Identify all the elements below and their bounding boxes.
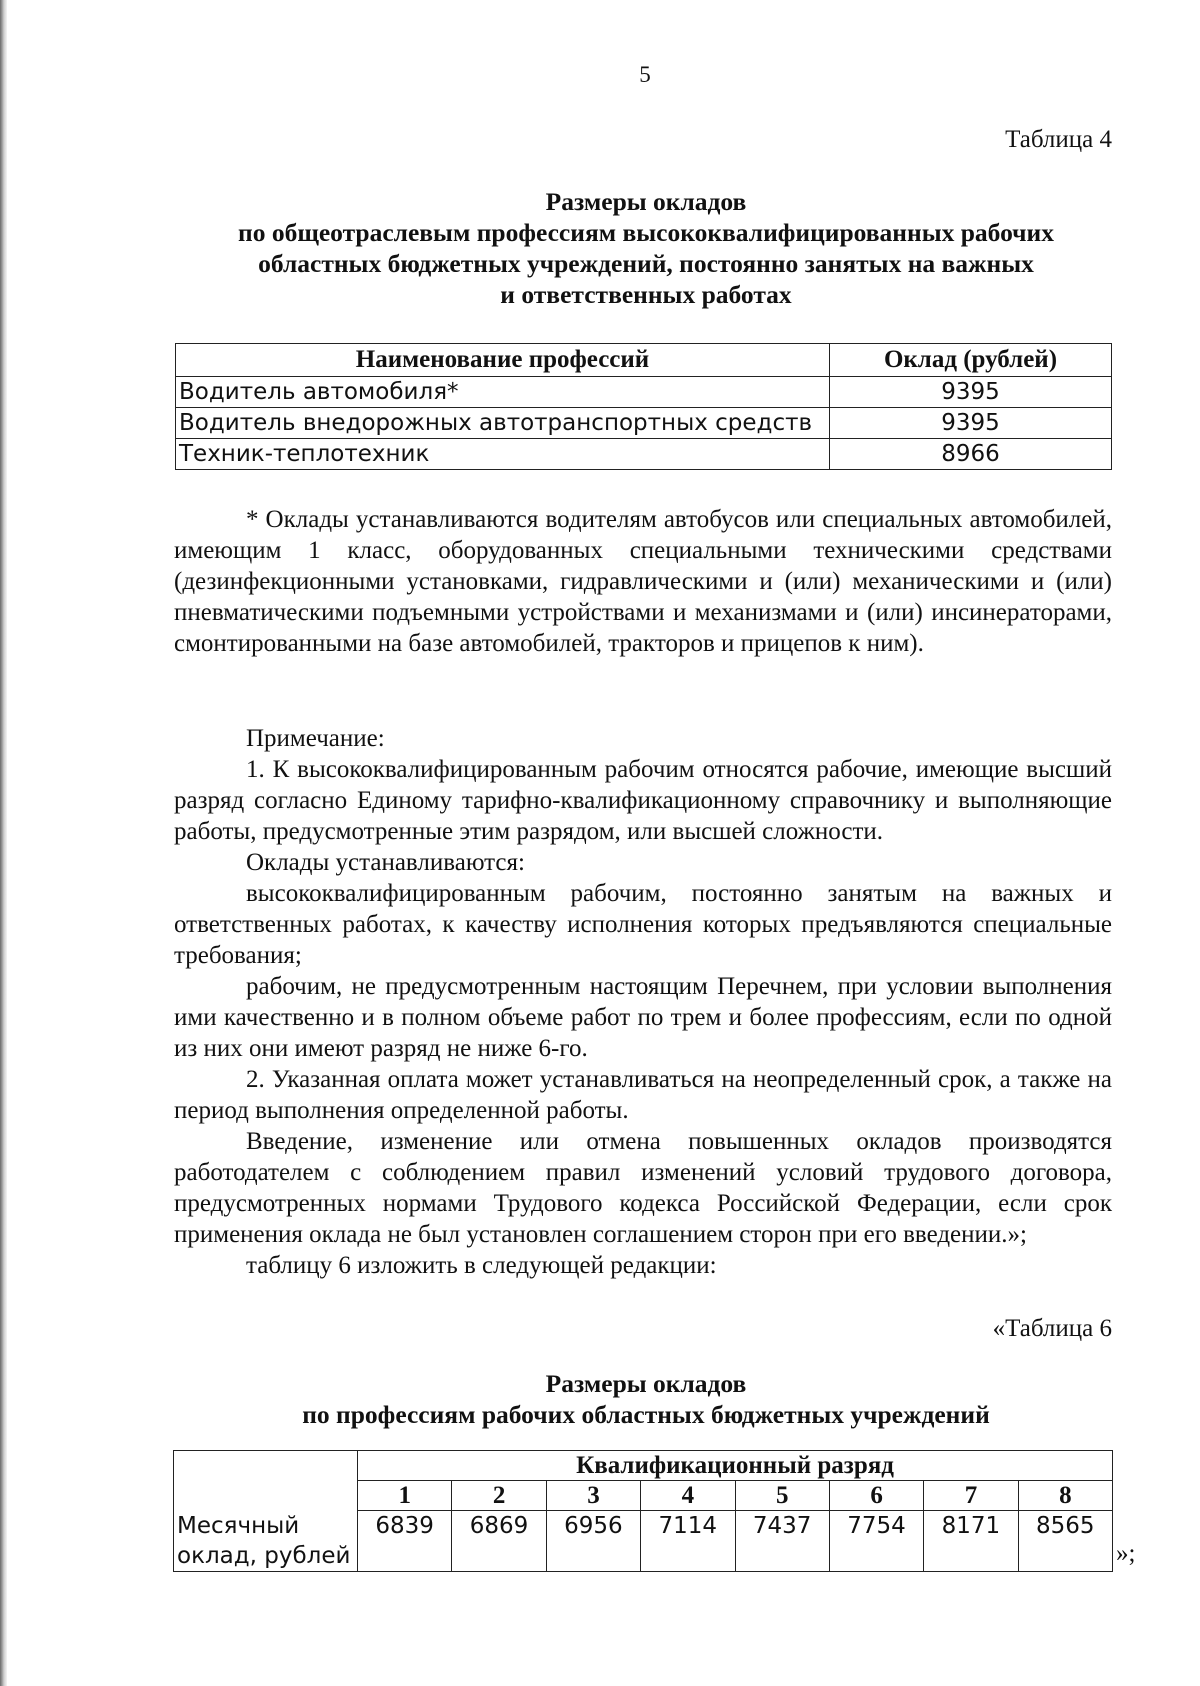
salary-value-cell: 7114 <box>641 1511 735 1572</box>
scan-edge <box>0 0 7 1686</box>
profession-name-cell: Техник-теплотехник <box>176 439 830 470</box>
salary-value-cell: 6956 <box>546 1511 640 1572</box>
page-number: 5 <box>639 62 651 87</box>
notes-heading: Примечание: <box>246 725 385 752</box>
notes-paragraph: высококвалифицированным рабочим, постоянно занятым на важных и ответственных работах, к качеству исполнения которых предъявляются специальные требования; <box>174 880 1112 969</box>
footnote-paragraph: * Оклады устанавливаются водителям автобусов или специальных автомобилей, имеющим 1 класс, оборудованных специальными техническими средствами (дезинфекционными установками, гидравлическими и (или) механическими и (или) пневматическими подъемными устройствами и механизмами и (или) инсинераторами, смонтированными на базе автомобилей, тракторов и прицепов к ним). <box>174 506 1112 657</box>
grade-header: 2 <box>452 1481 546 1511</box>
table-4-header-row <box>176 344 1112 377</box>
header-salary: Оклад (рублей) <box>830 344 1112 377</box>
notes-paragraph: рабочим, не предусмотренным настоящим Перечнем, при условии выполнения ими качественно и в полном объеме работ по трем и более профессиям, если по одной из них они имеют разряд не ниже 6-го. <box>174 973 1112 1062</box>
table-6-title-line: по профессиям рабочих областных бюджетных учреждений <box>302 1400 990 1429</box>
empty-corner-cell <box>174 1451 358 1511</box>
table-row <box>176 439 1112 470</box>
qualification-grade-header: Квалификационный разряд <box>358 1451 1113 1481</box>
table-6-title-line: Размеры окладов <box>545 1369 747 1398</box>
salary-value-cell: 6839 <box>358 1511 452 1572</box>
table-4 <box>175 343 1112 470</box>
notes-paragraph: таблицу 6 изложить в следующей редакции: <box>246 1252 717 1279</box>
table-row <box>174 1511 1113 1572</box>
table-6-title <box>174 1368 1118 1430</box>
table-row <box>176 408 1112 439</box>
grade-header: 4 <box>641 1481 735 1511</box>
salary-cell: 8966 <box>830 439 1112 470</box>
grade-header: 3 <box>546 1481 640 1511</box>
salary-value-cell: 7437 <box>735 1511 829 1572</box>
footnote <box>174 504 1112 659</box>
table-4-title-line: Размеры окладов <box>545 187 747 216</box>
notes-paragraph: 1. К высококвалифицированным рабочим относятся рабочие, имеющие высший разряд согласно Единому тарифно-квалификационному справочнику и выполняющие работы, предусмотренные этим разрядом, или высшей сложности. <box>174 756 1112 845</box>
notes-paragraph: 2. Указанная оплата может устанавливаться на неопределенный срок, а также на период выполнения определенной работы. <box>174 1066 1112 1124</box>
salary-cell: 9395 <box>830 408 1112 439</box>
header-profession-name: Наименование профессий <box>176 344 830 377</box>
grade-header: 6 <box>829 1481 923 1511</box>
table-row <box>176 377 1112 408</box>
table-4-title <box>174 186 1118 310</box>
profession-name-cell: Водитель автомобиля* <box>176 377 830 408</box>
grade-header: 8 <box>1018 1481 1112 1511</box>
salary-value-cell: 7754 <box>829 1511 923 1572</box>
notes-section <box>174 723 1112 1281</box>
grade-header: 1 <box>358 1481 452 1511</box>
table-4-label: Таблица 4 <box>1005 126 1112 153</box>
grade-header: 7 <box>924 1481 1018 1511</box>
monthly-salary-label: Месячный оклад, рублей <box>174 1511 358 1572</box>
table-6-label: «Таблица 6 <box>992 1315 1112 1342</box>
notes-paragraph: Оклады устанавливаются: <box>246 849 525 876</box>
salary-cell: 9395 <box>830 377 1112 408</box>
salary-value-cell: 6869 <box>452 1511 546 1572</box>
closing-quote: »; <box>1116 1540 1136 1567</box>
salary-value-cell: 8171 <box>924 1511 1018 1572</box>
table-6-group-header-row <box>174 1451 1113 1481</box>
table-4-title-line: областных бюджетных учреждений, постоянно занятых на важных <box>258 249 1034 278</box>
table-6 <box>173 1450 1113 1572</box>
table-4-title-line: по общеотраслевым профессиям высококвалифицированных рабочих <box>238 218 1054 247</box>
table-4-title-line: и ответственных работах <box>500 280 792 309</box>
notes-paragraph: Введение, изменение или отмена повышенных окладов производятся работодателем с соблюдением правил изменений условий трудового договора, предусмотренных нормами Трудового кодекса Российской Федерации, если срок применения оклада не был установлен соглашением сторон при его введении.»; <box>174 1128 1112 1248</box>
salary-value-cell: 8565 <box>1018 1511 1112 1572</box>
profession-name-cell: Водитель внедорожных автотранспортных средств <box>176 408 830 439</box>
grade-header: 5 <box>735 1481 829 1511</box>
